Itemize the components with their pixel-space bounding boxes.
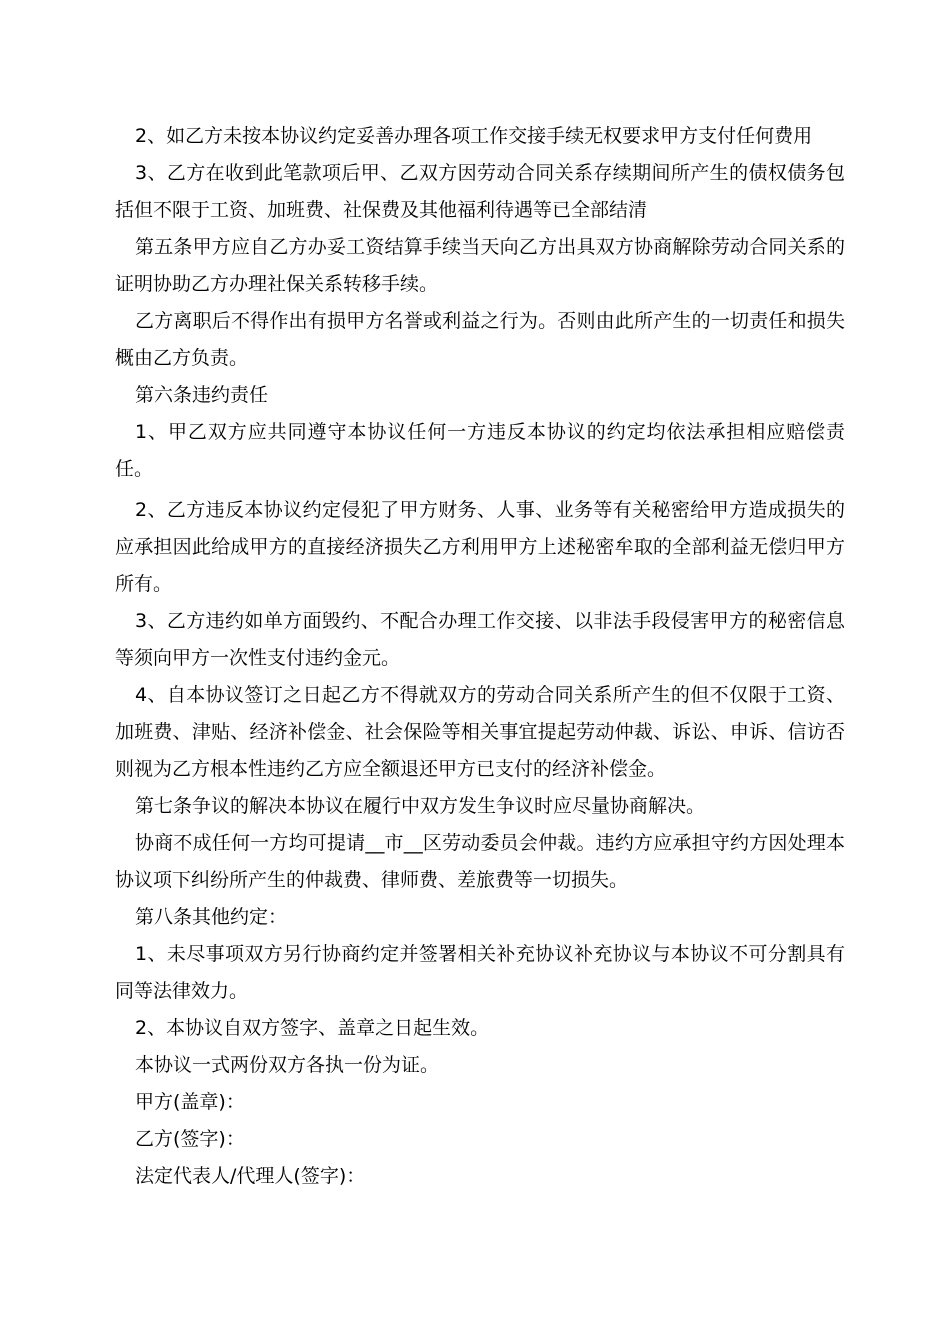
paragraph: 3、乙方违约如单方面毁约、不配合办理工作交接、以非法手段侵害甲方的秘密信息等须向甲方一次性支付违约金元。 <box>115 610 845 669</box>
paragraph: 第五条甲方应自乙方办妥工资结算手续当天向乙方出具双方协商解除劳动合同关系的证明协助乙方办理社保关系转移手续。 <box>115 236 845 295</box>
paragraph: 本协议一式两份双方各执一份为证。 <box>135 1054 440 1076</box>
paragraph: 4、自本协议签订之日起乙方不得就双方的劳动合同关系所产生的但不仅限于工资、加班费、津贴、经济补偿金、社会保险等相关事宜提起劳动仲裁、诉讼、申诉、信访否则视为乙方根本性违约乙方应全额退还甲方已支付的经济补偿金。 <box>115 684 845 780</box>
paragraph: 2、如乙方未按本协议约定妥善办理各项工作交接手续无权要求甲方支付任何费用 <box>135 125 813 147</box>
paragraph: 2、本协议自双方签字、盖章之日起生效。 <box>135 1017 490 1039</box>
signature-line-representative: 法定代表人/代理人(签字)： <box>135 1165 366 1187</box>
paragraph: 2、乙方违反本协议约定侵犯了甲方财务、人事、业务等有关秘密给甲方造成损失的应承担因此给成甲方的直接经济损失乙方利用甲方上述秘密牟取的全部利益无偿归甲方所有。 <box>115 499 845 595</box>
paragraph: 第八条其他约定： <box>135 906 288 928</box>
text-block-bottom <box>115 492 845 1195</box>
paragraph: 3、乙方在收到此笔款项后甲、乙双方因劳动合同关系存续期间所产生的债权债务包括但不限于工资、加班费、社保费及其他福利待遇等已全部结清 <box>115 162 845 221</box>
paragraph: 第七条争议的解决本协议在履行中双方发生争议时应尽量协商解决。 <box>135 795 706 817</box>
signature-line-party-b: 乙方(签字)： <box>135 1128 245 1150</box>
paragraph: 1、甲乙双方应共同遵守本协议任何一方违反本协议的约定均依法承担相应赔偿责任。 <box>115 421 845 480</box>
text-block-top <box>115 118 845 488</box>
paragraph: 1、未尽事项双方另行协商约定并签署相关补充协议补充协议与本协议不可分割具有同等法律效力。 <box>115 943 845 1002</box>
paragraph: 第六条违约责任 <box>135 384 269 406</box>
paragraph: 协商不成任何一方均可提请__市__区劳动委员会仲裁。违约方应承担守约方因处理本协议项下纠纷所产生的仲裁费、律师费、差旅费等一切损失。 <box>115 832 845 891</box>
paragraph: 乙方离职后不得作出有损甲方名誉或利益之行为。否则由此所产生的一切责任和损失概由乙方负责。 <box>115 310 845 369</box>
signature-line-party-a: 甲方(盖章)： <box>135 1091 245 1113</box>
